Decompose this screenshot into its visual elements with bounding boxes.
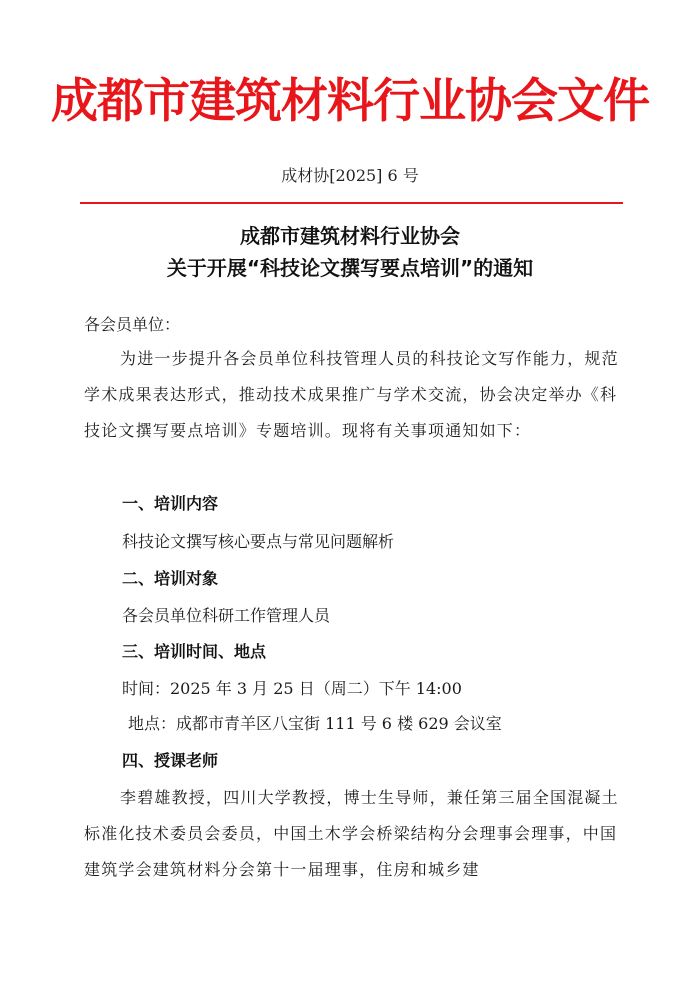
section-heading-audience: 二、培训对象 <box>122 569 219 588</box>
section-body-place: 地点：成都市青羊区八宝街 111 号 6 楼 629 会议室 <box>128 714 502 733</box>
document-number: 成材协[2025] 6 号 <box>281 166 419 185</box>
teacher-paragraph: 李碧雄教授，四川大学教授，博士生导师，兼任第三届全国混凝土标准化技术委员会委员，中国土木学会桥梁结构分会理事会理事，中国建筑学会建筑材料分会第十一届理事，住房和城乡建 <box>84 788 619 879</box>
masthead-title: 成都市建筑材料行业协会文件 <box>51 74 649 129</box>
red-divider-line <box>80 202 623 204</box>
notice-title-line-1: 成都市建筑材料行业协会 <box>240 224 460 248</box>
section-body-time: 时间：2025 年 3 月 25 日（周二）下午 14:00 <box>122 679 462 698</box>
section-body-audience: 各会员单位科研工作管理人员 <box>122 606 331 625</box>
salutation: 各会员单位： <box>84 315 181 334</box>
section-heading-content: 一、培训内容 <box>122 494 219 513</box>
notice-title-line-2: 关于开展“科技论文撰写要点培训”的通知 <box>166 256 534 280</box>
intro-paragraph: 为进一步提升各会员单位科技管理人员的科技论文写作能力，规范学术成果表达形式，推动技术成果推广与学术交流，协会决定举办《科技论文撰写要点培训》专题培训。现将有关事项通知如下： <box>84 349 619 440</box>
notice-title <box>0 220 700 284</box>
section-heading-time-place: 三、培训时间、地点 <box>122 642 267 661</box>
section-heading-teacher: 四、授课老师 <box>122 751 219 770</box>
section-body-content: 科技论文撰写核心要点与常见问题解析 <box>122 532 395 551</box>
